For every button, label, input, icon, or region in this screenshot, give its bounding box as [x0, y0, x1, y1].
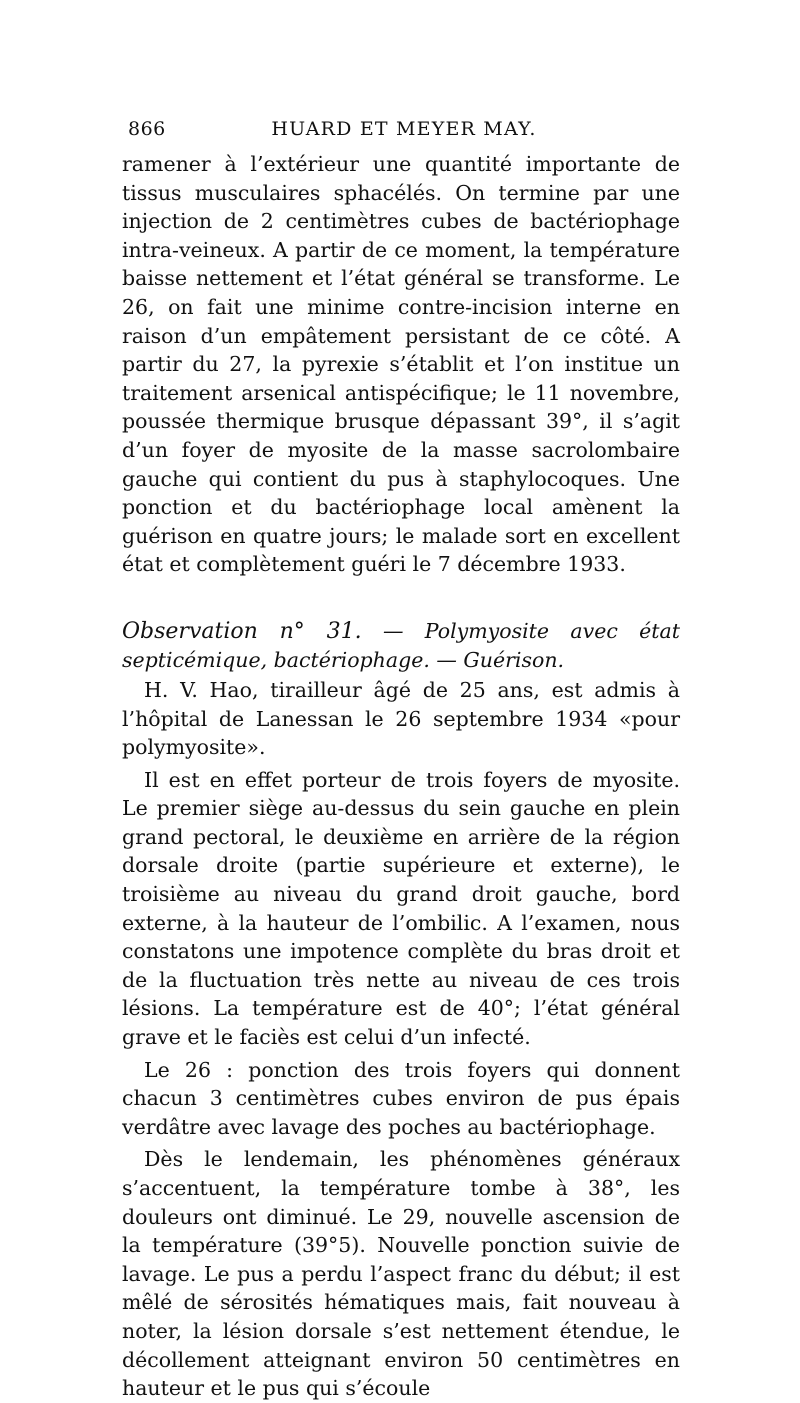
- paragraph-puncture: Le 26 : ponction des trois foyers qui donnent chacun 3 centimètres cubes environ de pus épais verdâtre avec lavage des poches au bactériophage.: [122, 1057, 680, 1139]
- paragraph-evolution: Dès le lendemain, les phénomènes généraux s’accentuent, la température tombe à 38°, les douleurs ont diminué. Le 29, nouvelle ascension de la température (39°5). Nouvelle ponction suivie de lavage. Le pus a perdu l’aspect franc du début; il est mêlé de sérosités hématiques mais, fait nouveau à noter, la lésion dorsale s’est nettement étendue, le décollement atteignant environ 50 centimètres en hauteur et le pus qui s’écoule: [122, 1147, 680, 1401]
- observation-heading: [122, 617, 680, 674]
- running-title: HUARD ET MEYER MAY.: [271, 118, 537, 140]
- running-header: [128, 118, 680, 146]
- observation-label: Observation n° 31.: [122, 618, 362, 644]
- continuation-paragraph: ramener à l’extérieur une quantité importante de tissus musculaires sphacélés. On termine par une injection de 2 centimètres cubes de bactériophage intra-veineux. A partir de ce moment, la température baisse nettement et l’état général se transforme. Le 26, on fait une minime contre-incision interne en raison d’un empâtement persistant de ce côté. A partir du 27, la pyrexie s’établit et l’on institue un traitement arsenical antispécifique; le 11 novembre, poussée thermique brusque dépassant 39°, il s’agit d’un foyer de myosite de la masse sacrolombaire gauche qui contient du pus à staphylocoques. Une ponction et du bactériophage local amènent la guérison en quatre jours; le malade sort en excellent état et complètement guéri le 7 décembre 1933.: [122, 152, 680, 577]
- body-text: [122, 150, 680, 1403]
- paragraph-foci: Il est en effet porteur de trois foyers de myosite. Le premier siège au-dessus du sein gauche en plein grand pectoral, le deuxième en arrière de la région dorsale droite (partie supérieure et externe), le troisième au niveau du grand droit gauche, bord externe, à la hauteur de l’ombilic. A l’examen, nous constatons une impotence complète du bras droit et de la fluctuation très nette au niveau de ces trois lésions. La température est de 40°; l’état général grave et le faciès est celui d’un infecté.: [122, 767, 680, 1050]
- paragraph-admission: H. V. Hao, tirailleur âgé de 25 ans, est admis à l’hôpital de Lanessan le 26 septembre 1934 «pour polymyosite».: [122, 677, 680, 760]
- observation-subtitle: — Polymyosite avec état septicémique, bactériophage. — Guérison.: [122, 618, 680, 672]
- page-number: 866: [128, 118, 166, 140]
